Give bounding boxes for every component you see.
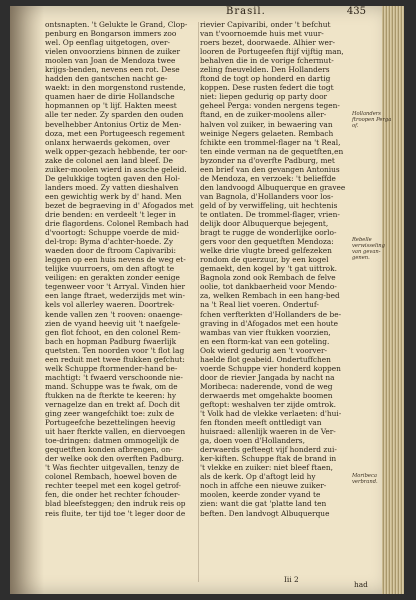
text-line: 't vlekke en zuiker: niet bleef ftaen, bbox=[200, 463, 334, 473]
text-line: halven vol zuiker, in bewaering van bbox=[200, 119, 333, 129]
text-line: te ontlaten. De trommel-flager, vrien- bbox=[200, 209, 340, 219]
text-line: tegenweer voor 't Arryal. Vinden hier bbox=[45, 282, 186, 292]
margin-note: Hollanders ftroopen Perga of. bbox=[352, 110, 392, 129]
text-line: den landvoogd Albuquerque en gravee bbox=[200, 182, 346, 192]
text-line: bezet de begraeving in d' Afogados met bbox=[45, 200, 194, 210]
text-line: del-trop: Byma d'achter-hoede. Zy bbox=[45, 237, 173, 247]
text-line: veiligen: en gerakten zonder eenige bbox=[45, 273, 180, 283]
text-line: blad bleefsteggen; den indruk reis op bbox=[45, 499, 186, 509]
left-text-column bbox=[45, 20, 197, 518]
text-line: ga, doen voen d'Hollanders, bbox=[200, 436, 305, 446]
text-line: een reduit met twee ftukken gefchut: bbox=[45, 354, 185, 364]
text-line: landers moed. Zy vatten dieshalven bbox=[45, 182, 179, 192]
text-line: gequetften konden afbrengen, on- bbox=[45, 445, 173, 455]
text-line: koppen. Dese rusten federt die togt bbox=[200, 83, 334, 93]
text-line: gers voor den gequetften Mendoza: bbox=[200, 237, 334, 247]
text-line: vernagelze dan en trekt af. Doch dit bbox=[45, 399, 181, 409]
page-gutter-shadow bbox=[10, 6, 44, 594]
text-line: welke drie vlugte breed gelfezeken bbox=[200, 246, 332, 256]
text-line: moolen, keerde zonder vyand te bbox=[200, 490, 321, 500]
text-line: alle ter neder. Zy sparden den ouden bbox=[45, 110, 184, 120]
text-line: een brief van den gevangen Antonius bbox=[200, 164, 340, 174]
text-line: doza, met een Portugeesch regement bbox=[45, 128, 185, 138]
text-line: welk opper-gezach hebbende, ter oor- bbox=[45, 146, 188, 156]
right-text-column bbox=[200, 20, 352, 518]
text-line: geld of by verwiffeling, uit hechtenis bbox=[200, 200, 338, 210]
text-line: drie benden: en verdeelt 't leger in bbox=[45, 209, 176, 219]
text-line: en een ftorm-kat van een goteling. bbox=[200, 336, 330, 346]
text-line: zeling fneuvelden. Den Hollanders bbox=[200, 65, 330, 75]
text-line: graving in d'Afogados met een houte bbox=[200, 318, 339, 328]
text-line: ftond de togt op honderd en dartig bbox=[200, 74, 331, 84]
text-line: van Bagnola, d'Hollanders voor los- bbox=[200, 191, 334, 201]
text-line: haelde flot geabeid. Ondertuffchen bbox=[200, 354, 331, 364]
margin-note: Rebelle verwisseling van gevan-genen. bbox=[352, 237, 385, 262]
text-line: bevelhebber Antonius Ortiz de Men- bbox=[45, 119, 182, 129]
text-line: rondom de querzuur, by een kogel bbox=[200, 255, 329, 265]
margin-note: Moribeca verbrand. bbox=[352, 472, 378, 485]
text-line: zake de colonel aen land bleef. De bbox=[45, 155, 174, 165]
text-line: welk Schuppe ftormender-hand be- bbox=[45, 363, 178, 373]
text-line: ten einde verman na de gequetften,en bbox=[200, 146, 344, 156]
text-line: derwaerds met omgehakte boomen bbox=[200, 390, 333, 400]
text-line: penburg en Bongarson immers zoo bbox=[45, 29, 177, 39]
text-line: ftukken na de fterkte te keeren: hy bbox=[45, 390, 177, 400]
text-line: toe-dringen: datmen ommogelijk de bbox=[45, 436, 179, 446]
text-line: colonel Rembach, hoewel boven de bbox=[45, 472, 177, 482]
text-line: gen flot fchoot, en den colonel Rem- bbox=[45, 327, 181, 337]
text-line: zien de vyand heevig uit 't naefgele- bbox=[45, 318, 181, 328]
text-line: een gewichtig werk by d' hand. Men bbox=[45, 191, 182, 201]
text-line: fchen verfterkten d'Hollanders de be- bbox=[200, 309, 342, 319]
column-divider bbox=[198, 22, 199, 582]
text-line: Ook wierd gedurig aen 't voorver- bbox=[200, 345, 328, 355]
text-line: 't Volk had de vlekke verlaeten: d'hui- bbox=[200, 409, 342, 419]
text-line: gemaekt, den kogel by 't gat uittrok. bbox=[200, 264, 337, 274]
text-line: telijke vuurroers, om den aftogt te bbox=[45, 264, 175, 274]
text-line: der welke ook den overften Padburg. bbox=[45, 454, 184, 464]
text-line: bragt te rugge de wonderlijke oorlo- bbox=[200, 228, 337, 238]
text-line: behalven die in de vorige fchermut- bbox=[200, 56, 334, 66]
text-line: de Mendoza, en verzoek: 't belieffde bbox=[200, 173, 336, 183]
text-line: hopmannen op 't lijf. Hakten meest bbox=[45, 101, 177, 111]
text-line: 't Was fiechter uitgevallen, tenzy de bbox=[45, 463, 180, 473]
text-line: door de rievier Jangada by nacht na bbox=[200, 372, 335, 382]
text-line: looren de Portugeefen ftijf vijftig man, bbox=[200, 47, 344, 57]
text-line: reis fluite, ter tijd toe 't leger door de bbox=[45, 508, 186, 518]
page-number: 435 bbox=[346, 6, 366, 17]
text-line: geheel Perga: vonden nergens tegen- bbox=[200, 101, 340, 111]
text-line: Bagnola zond ook Rembach de felve bbox=[200, 273, 336, 283]
text-line: fen ftonden meeft onttledigt van bbox=[200, 418, 322, 428]
text-line: Moribeca: naderende, vond de weg bbox=[200, 381, 333, 391]
text-line: roers bezet, doorwaede. Alhier wer- bbox=[200, 38, 335, 48]
text-line: Portugeefche bezettelingen heevig bbox=[45, 418, 176, 428]
catchword: had bbox=[354, 580, 368, 589]
text-line: wambas van vier ftukken voorzien, bbox=[200, 327, 331, 337]
text-line: huisraed: allenlijk waeren in de Ver- bbox=[200, 427, 336, 437]
signature-mark: Iii 2 bbox=[284, 575, 299, 584]
text-line: een lange ftraet, wederzijds met win- bbox=[45, 291, 185, 301]
text-line: byzonder na d'overfte Padburg, met bbox=[200, 155, 335, 165]
text-line: krijgs-benden, nevens een rot. Dese bbox=[45, 65, 180, 75]
text-line: uit haer fterkte vallen, en diervoegen bbox=[45, 427, 186, 437]
text-line: zien: want die gat 'platte land ten bbox=[200, 499, 327, 509]
text-line: weinige Negers gelaeten. Rembach bbox=[200, 128, 334, 138]
text-line: als de kerk. Op d'aftogt leid hy bbox=[200, 472, 316, 482]
text-line: machtigt: 't fwaerd verschoonde nie- bbox=[45, 372, 183, 382]
text-line: ontsnapten. 't Gelukte le Grand, Clop- bbox=[45, 20, 188, 29]
text-line: wel. Op eenflag uitgetogen, over- bbox=[45, 38, 171, 48]
text-line: van t'voornoemde huis met vuur- bbox=[200, 29, 324, 39]
text-line: waekt: in den morgenstond rustende, bbox=[45, 83, 186, 93]
text-line: De gelukkige togten gaven den Hol- bbox=[45, 173, 181, 183]
text-line: kende vallen zen 't rooven: onaenge- bbox=[45, 309, 183, 319]
text-line: rievier Capivaribi, onder 't befchut bbox=[200, 20, 331, 29]
text-line: kels vol allerley waeren. Doortrek- bbox=[45, 300, 175, 310]
text-line: beften. Den landvogt Albuquerque bbox=[200, 508, 330, 518]
text-line: za, welken Rembach in een hang-bed bbox=[200, 291, 340, 301]
text-line: waeden door de ftroom Capivaribi: bbox=[45, 246, 176, 256]
text-line: ker-kiften. Schuppe ftak de brand in bbox=[200, 454, 337, 464]
running-title: Brasil. bbox=[226, 6, 266, 17]
text-line: oolie, tot dankbaerheid voor Mendo- bbox=[200, 282, 337, 292]
text-line: delijk door Albuquerque bejegent, bbox=[200, 219, 329, 229]
text-line: vielen onvoorziens binnen de zuiker bbox=[45, 47, 181, 57]
text-line: noch in affche een nieuwe zuiker- bbox=[200, 481, 327, 491]
text-line: quetsten. Ten noorden voor 't flot lag bbox=[45, 345, 185, 355]
text-line: niet: liepen gedurig op party door bbox=[200, 92, 328, 102]
text-line: bach en hopman Padburg fwaerlijk bbox=[45, 336, 177, 346]
text-line: rechter teepel met een kogel getrof- bbox=[45, 481, 181, 491]
text-line: zuiker-moolen wierd in assche geleid. bbox=[45, 164, 187, 174]
text-line: derwaerds gefteegt vijf honderd zui- bbox=[200, 445, 337, 455]
text-line: onlanx herwaerds gekomen, over bbox=[45, 137, 170, 147]
text-line: na 't Real liet voeren. Ondertuf- bbox=[200, 300, 319, 310]
text-line: ftand, en de zuiker-moolens aller- bbox=[200, 110, 327, 120]
text-line: moolen van Joan de Mendoza twee bbox=[45, 56, 176, 66]
text-line: quamen haer de dirie Hollandsche bbox=[45, 92, 175, 102]
text-line: hadden den gantschen nacht ge- bbox=[45, 74, 168, 84]
text-line: fen, die onder het rechter fchouder- bbox=[45, 490, 181, 500]
text-line: leggen op een huis nevens de weg et- bbox=[45, 255, 186, 265]
text-line: geftopt: weshalven ter zijde omtrok. bbox=[200, 399, 336, 409]
text-line: ging zeer wangefchikt toe: zulx de bbox=[45, 409, 175, 419]
page-edges bbox=[382, 6, 404, 594]
text-line: mand. Schuppe was te fwak, om de bbox=[45, 381, 178, 391]
text-line: drie flagordens. Colonel Rembach had bbox=[45, 219, 189, 229]
text-line: fchikte een trommel-flager na 't Real, bbox=[200, 137, 341, 147]
text-line: d'voortogt: Schuppe voerde de mid- bbox=[45, 228, 180, 238]
text-line: voerde Schuppe vier honderd koppen bbox=[200, 363, 341, 373]
